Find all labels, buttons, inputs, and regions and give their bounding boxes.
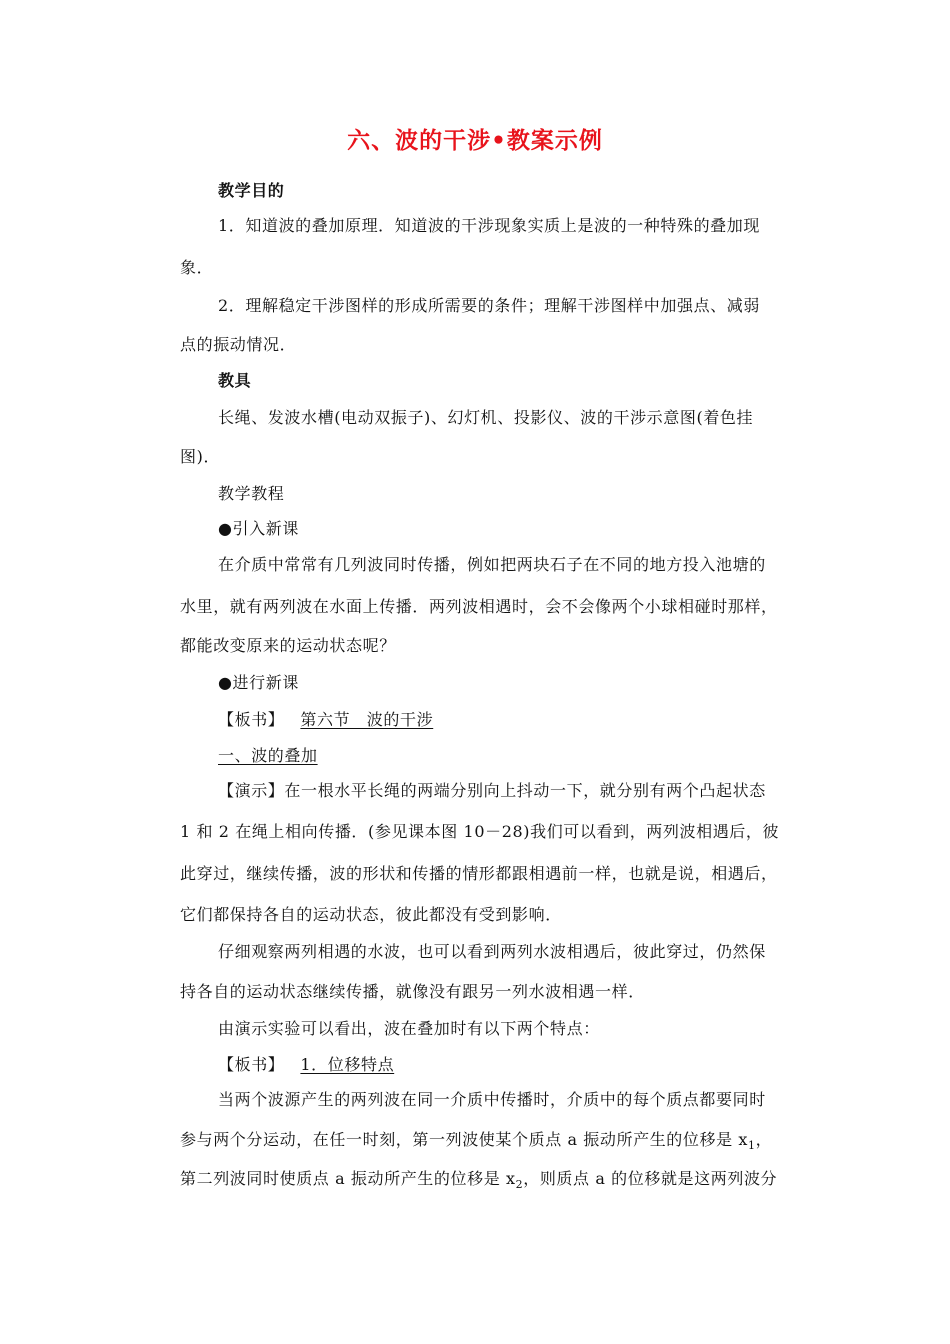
tools-line-2: 图)．	[180, 447, 221, 466]
subscript: 2	[515, 1178, 524, 1192]
objective-2-line-2: 点的振动情况．	[180, 335, 297, 354]
observation-line-2: 持各自的运动状态继续传播，就像没有跟另一列水波相遇一样．	[180, 982, 645, 1001]
subscript: 1	[748, 1139, 756, 1153]
process-heading: 教学教程	[218, 484, 285, 503]
demo-line-2: 1 和 2 在绳上相向传播．(参见课本图 10－28)我们可以看到，两列波相遇后，彼	[180, 822, 780, 841]
intro-heading: ●引入新课	[218, 519, 299, 538]
section-title: 第六节 波的干涉	[300, 710, 434, 729]
board-tag: 【板书】	[218, 1055, 285, 1074]
demo-text: 在一根水平长绳的两端分别向上抖动一下，就分别有两个凸起状态	[284, 781, 766, 800]
displacement-text-end: ，则质点 a 的位移就是这两列波分	[523, 1169, 778, 1188]
demo-line-1	[218, 778, 766, 801]
intro-line-2: 水里，就有两列波在水面上传播．两列波相遇时，会不会像两个小球相碰时那样，	[180, 597, 778, 616]
board-tag: 【板书】	[218, 710, 285, 729]
displacement-line-2	[180, 1127, 772, 1152]
tools-line-1: 长绳、发波水槽(电动双振子)、幻灯机、投影仪、波的干涉示意图(着色挂	[218, 408, 754, 427]
conclusion-line: 由演示实验可以看出，波在叠加时有以下两个特点：	[218, 1019, 600, 1038]
objectives-heading: 教学目的	[218, 181, 285, 200]
intro-line-3: 都能改变原来的运动状态呢？	[180, 636, 396, 655]
displacement-text: 第二列波同时使质点 a 振动所产生的位移是 x	[180, 1169, 516, 1188]
demo-line-4: 它们都保持各自的运动状态，彼此都没有受到影响．	[180, 905, 562, 924]
observation-line-1: 仔细观察两列相遇的水波，也可以看到两列水波相遇后，彼此穿过，仍然保	[218, 942, 766, 961]
displacement-line-1: 当两个波源产生的两列波在同一介质中传播时，介质中的每个质点都要同时	[218, 1090, 766, 1109]
displacement-line-3	[180, 1166, 777, 1191]
board-note-2	[218, 1052, 394, 1075]
objective-2-line-1: 2．理解稳定干涉图样的形成所需要的条件；理解干涉图样中加强点、减弱	[218, 296, 760, 315]
intro-line-1: 在介质中常常有几列波同时传播，例如把两块石子在不同的地方投入池塘的	[218, 555, 766, 574]
objective-1-line-1: 1．知道波的叠加原理．知道波的干涉现象实质上是波的一种特殊的叠加现	[218, 216, 760, 235]
demo-line-3: 此穿过，继续传播，波的形状和传播的情形都跟相遇前一样，也就是说，相遇后，	[180, 864, 778, 883]
page-title: 六、波的干涉•教案示例	[347, 128, 603, 154]
board-note-1	[218, 707, 433, 730]
tools-heading: 教具	[218, 371, 252, 390]
punctuation: ，	[755, 1130, 773, 1149]
objective-1-line-2: 象．	[180, 258, 214, 277]
displacement-text: 参与两个分运动，在任一时刻，第一列波使某个质点 a 振动所产生的位移是 x	[180, 1130, 749, 1149]
subsection-superposition: 一、波的叠加	[218, 746, 318, 765]
demo-tag: 【演示】	[218, 781, 285, 800]
subsection-title: 1．位移特点	[300, 1055, 395, 1074]
new-lesson-heading: ●进行新课	[218, 673, 299, 692]
